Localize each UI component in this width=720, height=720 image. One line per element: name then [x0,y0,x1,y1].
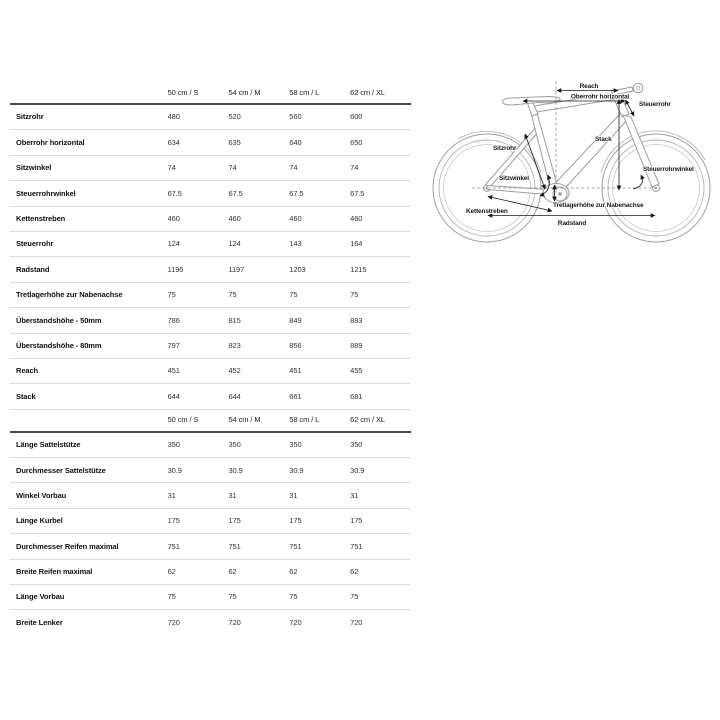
cell-value: 75 [289,290,298,300]
cell-value: 720 [228,618,241,628]
row-label: Überstandshöhe - 50mm [16,315,102,325]
cell-value: 480 [167,112,180,122]
cell-value: 74 [350,163,359,173]
cell-value: 175 [228,516,241,526]
row-label: Breite Reifen maximal [16,567,93,577]
cell-value: 175 [289,516,302,526]
cell-value: 815 [228,315,241,325]
handlebar-grip [633,83,643,93]
cell-value: 455 [350,366,363,376]
steuerrohr-label: Steuerrohr [639,101,671,108]
cell-value: 451 [167,366,180,376]
cell-value: 31 [167,490,176,500]
cell-value: 681 [350,391,363,401]
cell-value: 350 [167,440,180,450]
size-header-row [10,82,411,105]
sitzrohr-label: Sitzrohr [493,145,517,152]
reach-label: Reach [579,83,599,90]
row-label: Länge Sattelstütze [16,440,81,450]
table-row [10,483,411,508]
cell-value: 143 [289,239,302,249]
cell-value: 74 [167,163,176,173]
table-row [10,534,411,559]
cell-value: 124 [228,239,241,249]
cell-value: 460 [228,214,241,223]
table-row [10,433,411,458]
table-row [10,384,411,409]
row-label: Oberrohr horizontal [16,137,85,147]
cell-value: 720 [350,618,363,628]
cell-value: 30.9 [228,465,243,475]
row-label: Steuerrohr [16,239,54,249]
cell-value: 560 [289,112,302,122]
cell-value: 797 [167,340,180,350]
row-label: Durchmesser Sattelstütze [16,465,106,475]
cell-value: 31 [350,490,359,500]
row-label: Durchmesser Reifen maximal [16,541,119,551]
cell-value: 75 [228,592,237,602]
size-column-header: 50 cm / S [167,87,199,97]
oberrohr-label: Oberrohr horizontal [570,93,630,101]
row-label: Länge Vorbau [16,592,65,602]
cell-value: 74 [289,163,298,173]
size-column-header: 54 cm / M [228,87,261,97]
cell-value: 460 [350,214,363,223]
cell-value: 62 [289,567,298,577]
sitzwinkel-label: Sitzwinkel [499,175,529,182]
row-label: Radstand [16,264,50,274]
table-row [10,308,411,333]
cell-value: 786 [167,315,180,325]
cell-value: 164 [350,239,363,249]
row-label: Kettenstreben [16,214,66,223]
cell-value: 520 [228,112,241,122]
cell-value: 67.5 [167,188,182,198]
table-row [10,458,411,483]
cell-value: 67.5 [289,188,304,198]
cell-value: 350 [289,440,302,450]
table-row [10,585,411,610]
cell-value: 720 [167,618,180,628]
row-label: Stack [16,391,36,401]
cell-value: 644 [167,391,180,401]
table-row [10,283,411,308]
cell-value: 1196 [167,264,184,274]
table-row [10,207,411,232]
cell-value: 1197 [228,264,245,274]
cell-value: 883 [350,315,363,325]
table-row [10,232,411,257]
cell-value: 62 [167,567,176,577]
cell-value: 849 [289,315,302,325]
cell-value: 75 [167,592,176,602]
cell-value: 175 [350,516,363,526]
row-label: Reach [16,366,39,376]
cell-value: 62 [350,567,359,577]
cell-value: 452 [228,366,241,376]
table-row [10,105,411,130]
cell-value: 751 [167,541,180,551]
table-row [10,509,411,534]
cell-value: 75 [228,290,237,300]
cell-value: 30.9 [289,465,304,475]
cell-value: 1215 [350,264,367,274]
size-column-header: 62 cm / XL [350,87,385,97]
table-row [10,334,411,359]
size-column-header: 50 cm / S [167,415,199,425]
size-header-row [10,410,411,433]
row-label: Sitzrohr [16,112,44,122]
cell-value: 751 [228,541,241,551]
row-label: Länge Kurbel [16,516,63,526]
size-column-header: 54 cm / M [228,415,261,425]
radstand-label: Radstand [557,220,587,227]
cell-value: 856 [289,340,302,350]
cell-value: 823 [228,340,241,350]
size-column-header: 58 cm / L [289,87,320,97]
cell-value: 644 [228,391,241,401]
table-row [10,130,411,155]
row-label: Breite Lenker [16,618,63,628]
cell-value: 640 [289,137,302,147]
cell-value: 650 [350,137,363,147]
cell-value: 600 [350,112,363,122]
table-row [10,610,411,635]
row-label: Sitzwinkel [16,163,52,173]
cell-value: 720 [289,618,302,628]
cell-value: 30.9 [167,465,182,475]
fork [623,115,659,187]
cell-value: 889 [350,340,363,350]
table-row [10,560,411,585]
cell-value: 75 [350,290,359,300]
size-column-header: 62 cm / XL [350,415,385,425]
cell-value: 75 [167,290,176,300]
cell-value: 67.5 [228,188,243,198]
cell-value: 451 [289,366,302,376]
table-row [10,181,411,206]
cell-value: 62 [228,567,237,577]
cell-value: 460 [167,214,180,223]
table-row [10,156,411,181]
row-label: Tretlagerhöhe zur Nabenachse [16,290,123,300]
size-column-header: 58 cm / L [289,415,320,425]
cell-value: 635 [228,137,241,147]
row-label: Winkel Vorbau [16,490,67,500]
cell-value: 30.9 [350,465,365,475]
row-label: Überstandshöhe - 80mm [16,340,102,350]
cell-value: 751 [350,541,363,551]
cell-value: 31 [228,490,237,500]
chain-stay [487,186,548,195]
steuerrohrwinkel-arc [633,175,642,189]
cell-value: 661 [289,391,302,401]
stack-label: Stack [595,136,612,143]
steuerrohrwinkel-label: Steuerrohrwinkel [643,166,694,173]
kettenstreben-label: Kettenstreben [466,208,508,215]
tretlagerhoehe-label: Tretlagerhöhe zur Nabenachse [553,202,644,209]
table-row [10,359,411,384]
cell-value: 67.5 [350,188,365,198]
bike-geometry-diagram [425,70,720,245]
cell-value: 124 [167,239,180,249]
cell-value: 75 [289,592,298,602]
cell-value: 350 [228,440,241,450]
cell-value: 1203 [289,264,306,274]
cell-value: 350 [350,440,363,450]
cell-value: 75 [350,592,359,602]
cell-value: 751 [289,541,302,551]
front-wheel [601,131,710,242]
table-row [10,257,411,282]
cell-value: 634 [167,137,180,147]
cell-value: 460 [289,214,302,223]
row-label: Steuerrohrwinkel [16,188,76,198]
geometry-table [10,82,411,636]
cell-value: 175 [167,516,180,526]
cell-value: 74 [228,163,237,173]
cell-value: 31 [289,490,298,500]
